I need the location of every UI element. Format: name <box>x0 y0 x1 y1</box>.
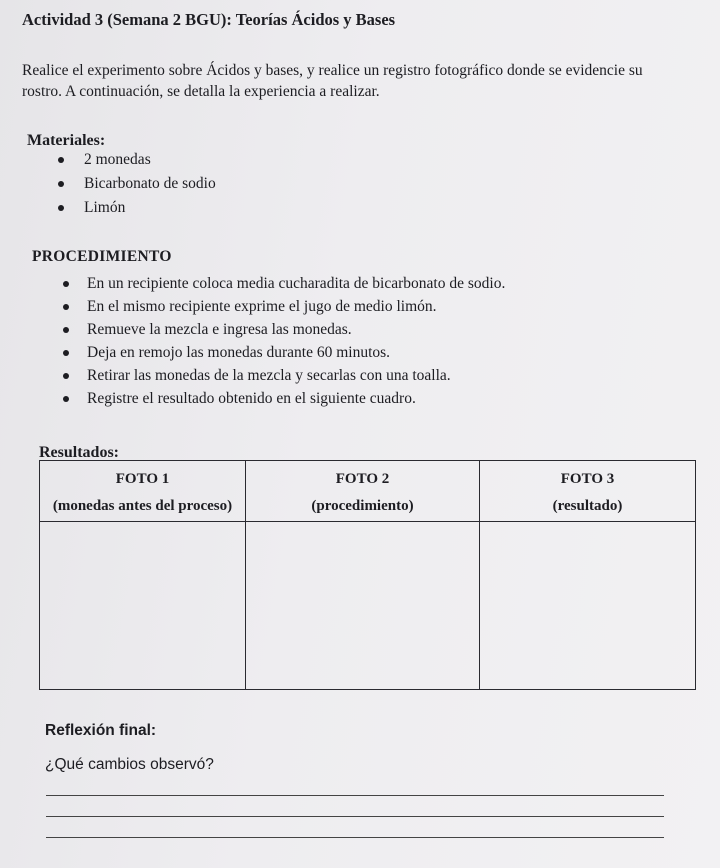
bullet-icon <box>58 181 64 187</box>
photo-cell-1 <box>40 522 246 690</box>
column-subtitle: (procedimiento) <box>311 498 414 514</box>
procedure-step: Retirar las monedas de la mezcla y secarlas con una toalla. <box>87 367 451 384</box>
list-item <box>84 150 216 174</box>
procedure-list <box>87 274 505 412</box>
column-subtitle: (resultado) <box>552 498 623 514</box>
procedure-heading: PROCEDIMIENTO <box>32 248 172 265</box>
page-title: Actividad 3 (Semana 2 BGU): Teorías Ácidos y Bases <box>22 10 396 29</box>
list-item <box>87 343 505 366</box>
procedure-step: En el mismo recipiente exprime el jugo de medio limón. <box>87 298 437 315</box>
photo-cell-2 <box>246 522 480 690</box>
bullet-icon <box>63 373 69 379</box>
answer-line <box>46 816 664 817</box>
material-text: 2 monedas <box>84 151 151 168</box>
column-title: FOTO 3 <box>560 471 615 487</box>
header-cell-foto-3 <box>480 461 696 522</box>
results-table <box>39 460 696 690</box>
header-cell-foto-1 <box>40 461 246 522</box>
list-item <box>84 198 216 222</box>
materials-list <box>84 150 216 222</box>
procedure-step: Deja en remojo las monedas durante 60 minutos. <box>87 344 391 361</box>
material-text: Limón <box>84 199 126 216</box>
answer-line <box>46 795 664 796</box>
reflection-question: ¿Qué cambios observó? <box>45 756 214 773</box>
list-item <box>87 389 505 412</box>
material-text: Bicarbonato de sodio <box>84 175 216 192</box>
list-item <box>87 320 505 343</box>
header-cell-foto-2 <box>246 461 480 522</box>
intro-paragraph: Realice el experimento sobre Ácidos y bases, y realice un registro fotográfico donde se evidencie su rostro. A continuación, se detalla la experiencia a realizar. <box>22 62 643 100</box>
bullet-icon <box>63 304 69 310</box>
bullet-icon <box>63 281 69 287</box>
list-item <box>84 174 216 198</box>
column-title: FOTO 2 <box>335 471 390 487</box>
list-item <box>87 274 505 297</box>
table-header-row <box>40 461 696 522</box>
materials-heading: Materiales: <box>27 132 106 149</box>
reflection-heading: Reflexión final: <box>45 722 157 739</box>
bullet-icon <box>63 396 69 402</box>
procedure-step: Remueve la mezcla e ingresa las monedas. <box>87 321 352 338</box>
column-title: FOTO 1 <box>115 471 170 487</box>
results-heading: Resultados: <box>39 444 120 461</box>
answer-line <box>46 837 664 838</box>
bullet-icon <box>58 157 64 163</box>
photo-cell-3 <box>480 522 696 690</box>
table-row <box>40 522 696 690</box>
list-item <box>87 366 505 389</box>
procedure-step: En un recipiente coloca media cucharadita de bicarbonato de sodio. <box>87 275 506 292</box>
procedure-step: Registre el resultado obtenido en el siguiente cuadro. <box>87 390 416 407</box>
bullet-icon <box>63 350 69 356</box>
list-item <box>87 297 505 320</box>
column-subtitle: (monedas antes del proceso) <box>52 498 233 514</box>
bullet-icon <box>63 327 69 333</box>
bullet-icon <box>58 205 64 211</box>
